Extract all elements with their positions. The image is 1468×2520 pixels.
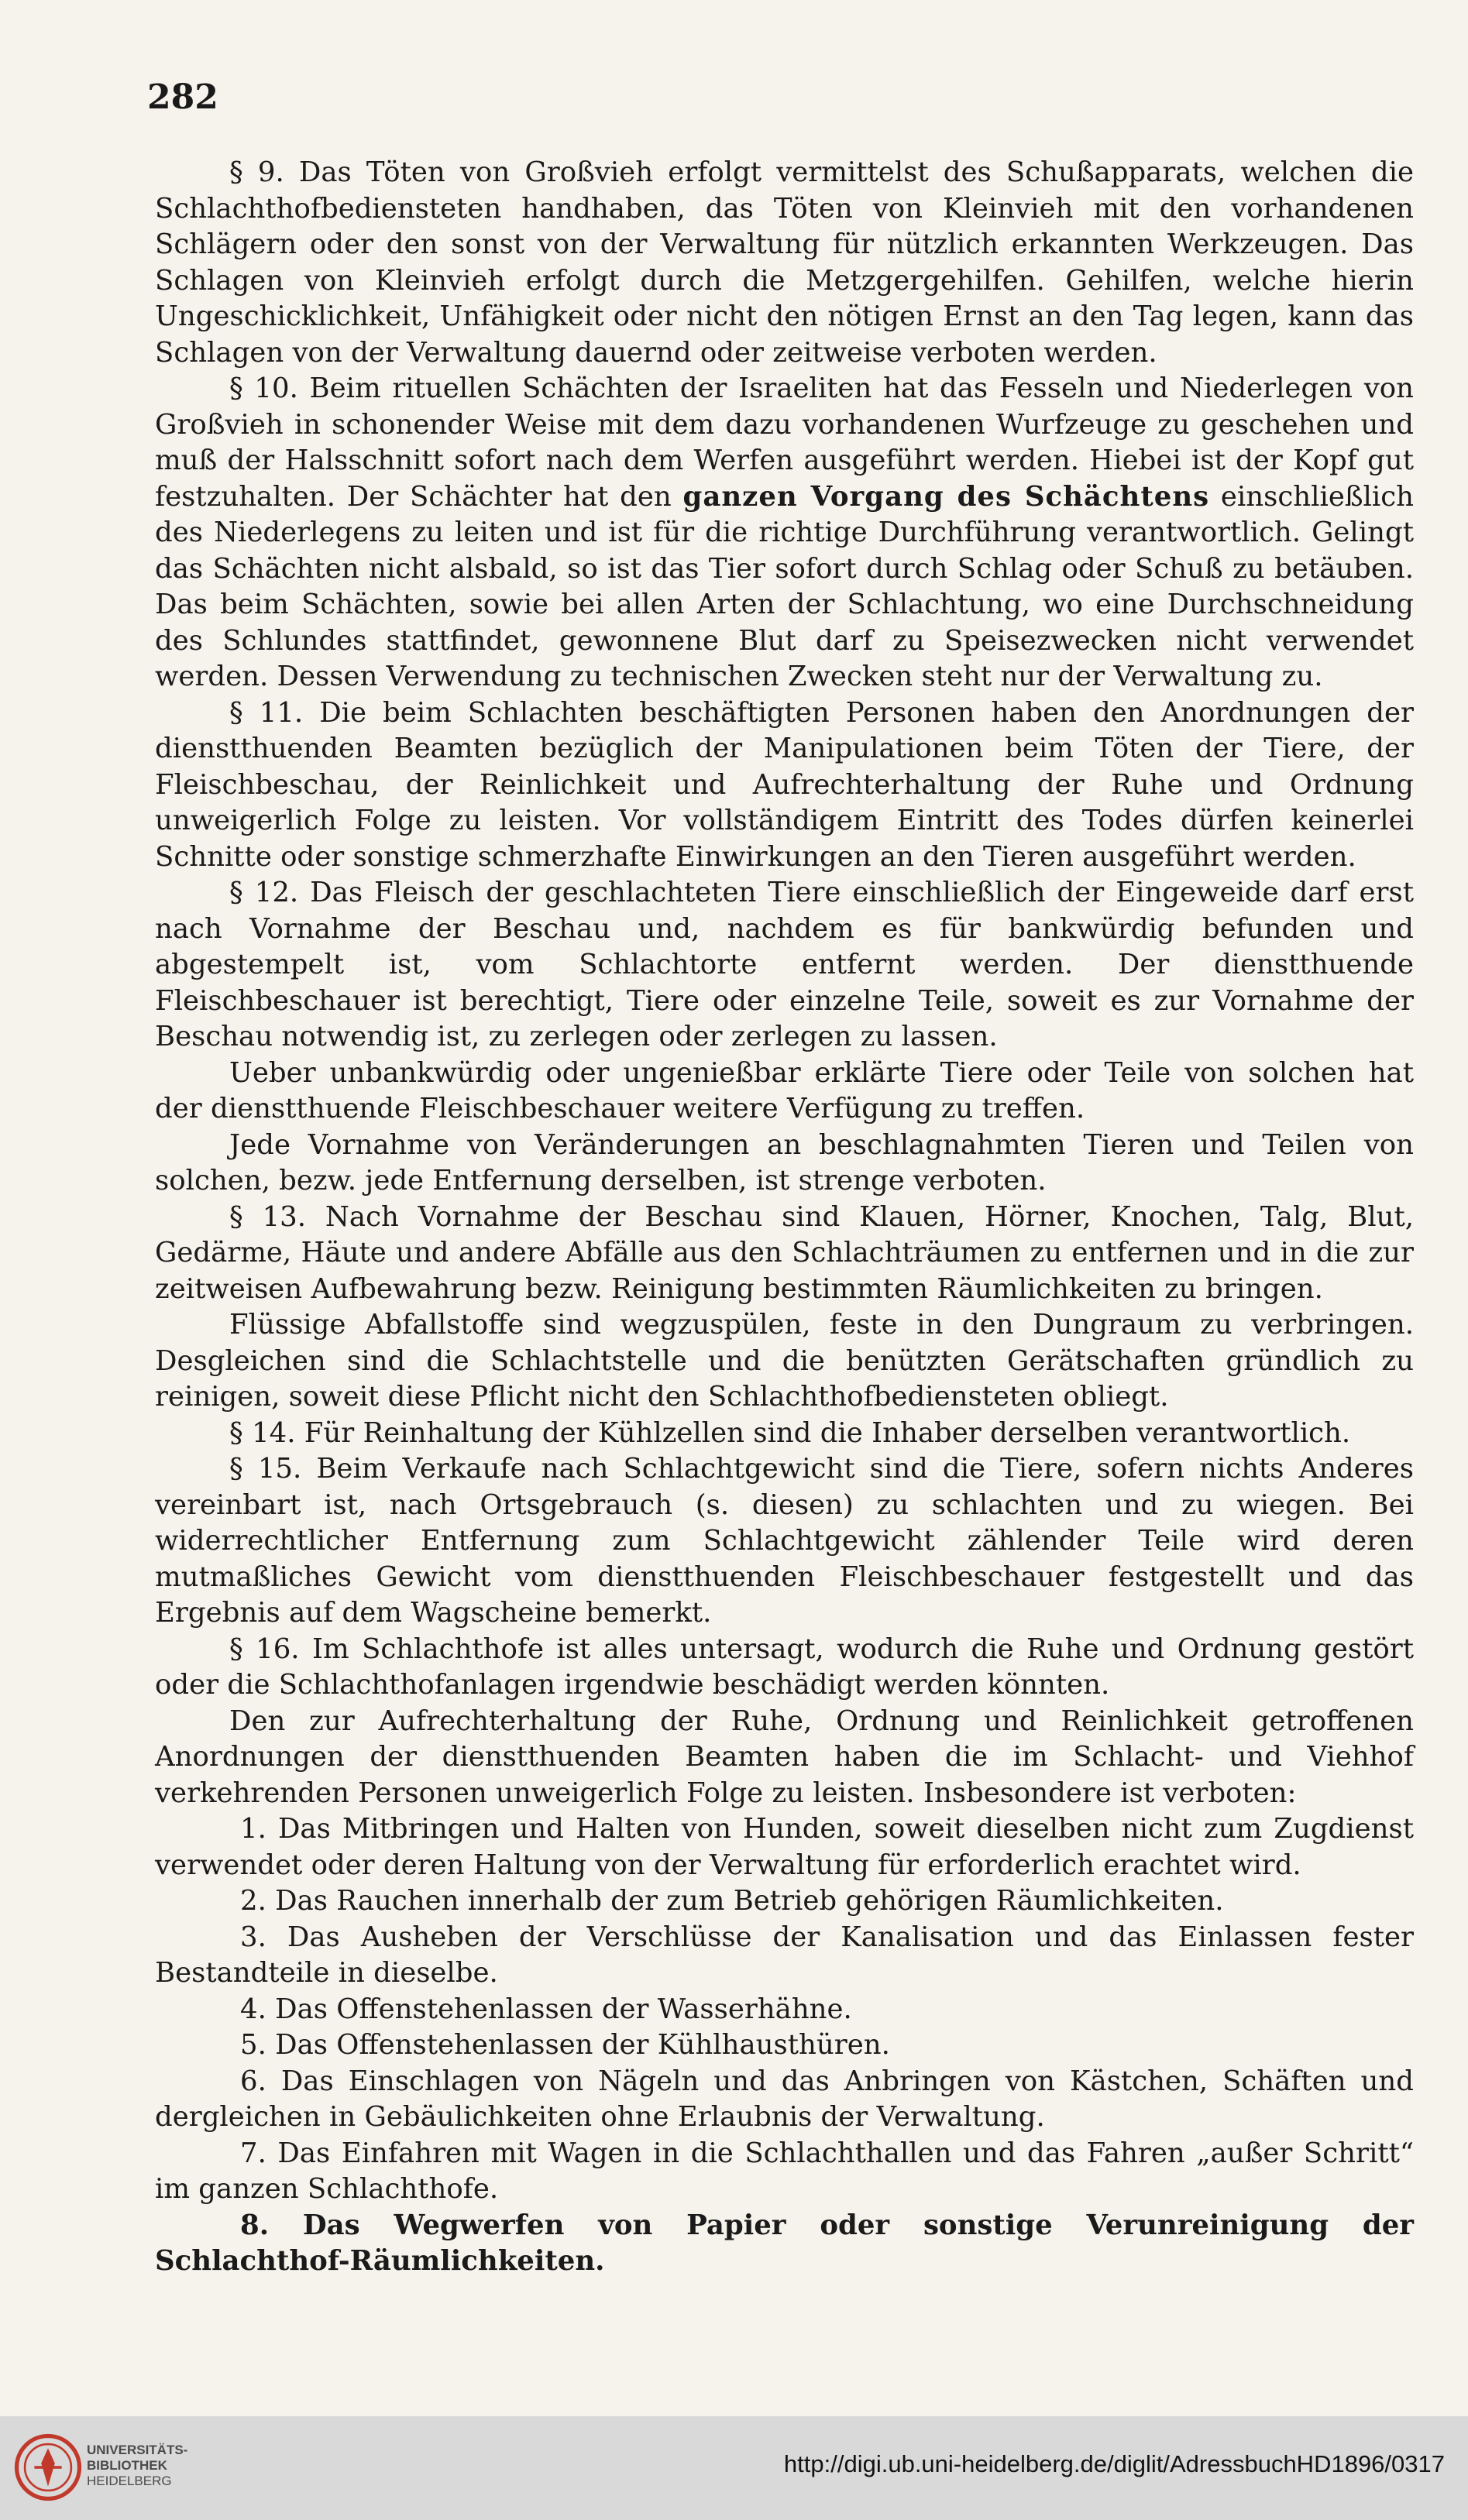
document-body <box>155 155 1414 2280</box>
list-item-8: 8. Das Wegwerfen von Papier oder sonstige Verunreinigung der Schlachthof-Räumlichkeiten. <box>155 2209 1414 2277</box>
paragraph-s10-after: einschließlich des Niederlegens zu leiten und ist für die richtige Durchführung verantwortlich. Gelingt das Schächten nicht alsbald, so ist das Tier sofort durch Schlag oder Schuß zu betäuben. Das beim Schächten, sowie bei allen Arten der Schlachtung, wo eine Durchschneidung des Schlundes stattfindet, gewonnene Blut darf zu Speisezwecken nicht verwendet werden. Dessen Verwendung zu technischen Zwecken steht nur der Verwaltung zu. <box>155 480 1414 692</box>
paragraph-s16: § 16. Im Schlachthofe ist alles untersagt, wodurch die Ruhe und Ordnung gestört oder die Schlachthofanlagen irgendwie beschädigt werden könnten. <box>155 1633 1414 1701</box>
paragraph-s14: § 14. Für Reinhaltung der Kühlzellen sind die Inhaber derselben verantwortlich. <box>229 1416 1351 1449</box>
paragraph-s13: § 13. Nach Vornahme der Beschau sind Klauen, Hörner, Knochen, Talg, Blut, Gedärme, Häute und andere Abfälle aus den Schlachträumen zu entfernen und in die zur zeitweisen Aufbewahrung bezw. Reinigung bestimmten Räumlichkeiten zu bringen. <box>155 1200 1414 1305</box>
library-name-line2: BIBLIOTHEK <box>87 2458 167 2473</box>
library-name <box>87 2443 187 2489</box>
library-name-line3: HEIDELBERG <box>87 2474 172 2488</box>
list-item-4: 4. Das Offenstehenlassen der Wasserhähne. <box>240 1993 852 2025</box>
list-item-2: 2. Das Rauchen innerhalb der zum Betrieb gehörigen Räumlichkeiten. <box>240 1885 1224 1917</box>
paragraph-s10 <box>155 371 1414 695</box>
paragraph-s12-vornahme: Jede Vornahme von Veränderungen an beschlagnahmten Tieren und Teilen von solchen, bezw. jede Entfernung derselben, ist strenge verboten. <box>155 1128 1414 1196</box>
digitization-footer <box>0 2416 1468 2520</box>
paragraph-s9: § 9. Das Töten von Großvieh erfolgt vermittelst des Schußapparats, welchen die Schlachthofbediensteten handhaben, das Töten von Kleinvieh mit den vorhandenen Schlägern oder den sonst von der Verwaltung für nützlich erkannten Werkzeugen. Das Schlagen von Kleinvieh erfolgt durch die Metzgergehilfen. Gehilfen, welche hierin Ungeschicklichkeit, Unfähigkeit oder nicht den nötigen Ernst an den Tag legen, kann das Schlagen von der Verwaltung dauernd oder zeitweise verboten werden. <box>155 156 1414 369</box>
list-item-5: 5. Das Offenstehenlassen der Kühlhausthüren. <box>240 2029 890 2061</box>
list-item-7: 7. Das Einfahren mit Wagen in die Schlachthallen und das Fahren „außer Schritt“ im ganzen Schlachthofe. <box>155 2137 1414 2205</box>
list-item-1: 1. Das Mitbringen und Halten von Hunden, soweit dieselben nicht zum Zugdienst verwendet oder deren Haltung von der Verwaltung für erforderlich erachtet wird. <box>155 1813 1414 1881</box>
paragraph-s11: § 11. Die beim Schlachten beschäftigten Personen haben den Anordnungen der dienstthuenden Beamten bezüglich der Manipulationen beim Töten der Tiere, der Fleischbeschau, der Reinlichkeit und Aufrechterhaltung der Ruhe und Ordnung unweigerlich Folge zu leisten. Vor vollständigem Eintritt des Todes dürfen keinerlei Schnitte oder sonstige schmerzhafte Einwirkungen an den Tieren ausgeführt werden. <box>155 696 1414 873</box>
paragraph-s12: § 12. Das Fleisch der geschlachteten Tiere einschließlich der Eingeweide darf erst nach Vornahme der Beschau und, nachdem es für bankwürdig befunden und abgestempelt ist, vom Schlachtorte entfernt werden. Der dienstthuende Fleischbeschauer ist berechtigt, Tiere oder einzelne Teile, soweit es zur Vornahme der Beschau notwendig ist, zu zerlegen oder zerlegen zu lassen. <box>155 877 1414 1052</box>
paragraph-s16-anordnungen: Den zur Aufrechterhaltung der Ruhe, Ordnung und Reinlichkeit getroffenen Anordnungen der dienstthuenden Beamten haben die im Schlacht- und Viehhof verkehrenden Personen unweigerlich Folge zu leisten. Insbesondere ist verboten: <box>155 1705 1414 1809</box>
paragraph-s13-abfallstoffe: Flüssige Abfallstoffe sind wegzuspülen, feste in den Dungraum zu verbringen. Desgleichen sind die Schlachtstelle und die benützten Gerätschaften gründlich zu reinigen, soweit diese Pflicht nicht den Schlachthofbediensteten obliegt. <box>155 1309 1414 1413</box>
paragraph-s10-before: § 10. Beim rituellen Schächten der Israeliten hat das Fesseln und Niederlegen von Großvieh in schonender Weise mit dem dazu vorhandenen Wurfzeuge zu geschehen und muß der Halsschnitt sofort nach dem Werfen ausgeführt werden. Hiebei ist der Kopf gut festzuhalten. Der Schächter hat den <box>155 373 1414 513</box>
paragraph-s10-bold: ganzen Vorgang des Schächtens <box>682 480 1210 513</box>
page-number: 282 <box>147 77 218 117</box>
library-name-line1: UNIVERSITÄTS- <box>87 2443 188 2457</box>
paragraph-s12-unbankwuerdig: Ueber unbankwürdig oder ungenießbar erklärte Tiere oder Teile von solchen hat der dienstthuende Fleischbeschauer weitere Verfügung zu treffen. <box>155 1056 1414 1124</box>
paragraph-s15: § 15. Beim Verkaufe nach Schlachtgewicht sind die Tiere, sofern nichts Anderes vereinbart ist, nach Ortsgebrauch (s. diesen) zu schlachten und zu wiegen. Bei widerrechtlicher Entfernung zum Schlachtgewicht zählender Teile wird deren mutmaßliches Gewicht vom dienstthuenden Fleischbeschauer festgestellt und das Ergebnis auf dem Wagscheine bemerkt. <box>155 1453 1414 1629</box>
list-item-3: 3. Das Ausheben der Verschlüsse der Kanalisation und das Einlassen fester Bestandteile in dieselbe. <box>155 1921 1414 1989</box>
heidelberg-university-seal-icon <box>14 2433 82 2501</box>
list-item-6: 6. Das Einschlagen von Nägeln und das Anbringen von Kästchen, Schäften und dergleichen in Gebäulichkeiten ohne Erlaubnis der Verwaltung. <box>155 2065 1414 2133</box>
source-url-link[interactable]: http://digi.ub.uni-heidelberg.de/diglit/AdressbuchHD1896/0317 <box>783 2450 1445 2477</box>
